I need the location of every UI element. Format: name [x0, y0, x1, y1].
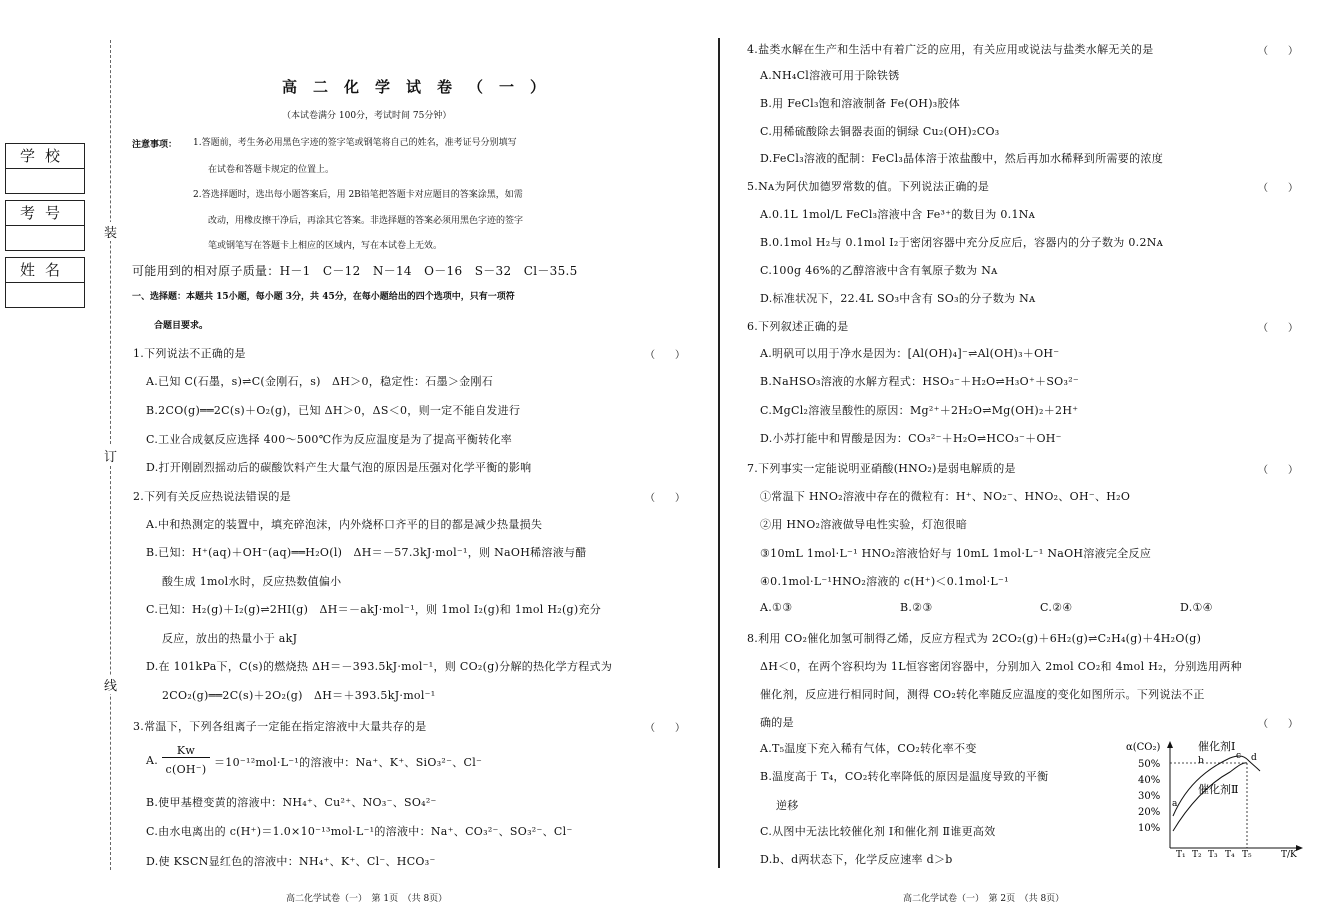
q8-answer-paren[interactable]: （ ）: [1258, 719, 1298, 730]
q8-option-d: D.b、d两状态下，化学反应速率 d＞b: [760, 853, 953, 866]
page-divider: [718, 38, 720, 868]
q3-option-a-label: A.: [146, 754, 159, 767]
graph-cat2-label: 催化剂Ⅱ: [1198, 783, 1239, 796]
school-box: [5, 143, 85, 194]
atomic-masses: 可能用到的相对原子质量：H－1 C－12 N－14 O－16 S－32 Cl－35.5: [132, 264, 578, 278]
q4-stem: 4.盐类水解在生产和生活中有着广泛的应用，有关应用或说法与盐类水解无关的是: [747, 43, 1154, 56]
q3-option-a-numerator: Kw: [162, 744, 210, 758]
graph-xtick-t5: T₅: [1242, 850, 1252, 858]
notice-1b: 在试卷和答题卡规定的位置上。: [208, 165, 335, 175]
q3-option-c: C.由水电离出的 c(H⁺)＝1.0×10⁻¹³mol·L⁻¹的溶液中：Na⁺、CO₃²⁻、SO₃²⁻、Cl⁻: [146, 825, 573, 838]
q6-option-d: D.小苏打能中和胃酸是因为：CO₃²⁻＋H₂O⇌HCO₃⁻＋OH⁻: [760, 432, 1062, 445]
q7-option-b: B.②③: [900, 601, 933, 614]
q3-stem: 3.常温下，下列各组离子一定能在指定溶液中大量共存的是: [133, 720, 427, 733]
q6-stem: 6.下列叙述正确的是: [747, 320, 849, 333]
q8-stem-4: 确的是: [760, 716, 794, 729]
q1-stem: 1.下列说法不正确的是: [133, 347, 246, 360]
q8-stem-1: 8.利用 CO₂催化加氢可制得乙烯，反应方程式为 2CO₂(g)＋6H₂(g)⇌C₂H₄(g)＋4H₂O(g): [747, 632, 1202, 645]
bind-char-zhuang: 装: [104, 222, 117, 241]
q7-stem: 7.下列事实一定能说明亚硝酸(HNO₂)是弱电解质的是: [747, 462, 1016, 475]
q7-option-c: C.②④: [1040, 601, 1073, 614]
graph-cat1-label: 催化剂Ⅰ: [1198, 740, 1236, 753]
point-b: b: [1198, 756, 1204, 766]
school-blank[interactable]: [6, 169, 84, 193]
q1-answer-paren[interactable]: （ ）: [645, 350, 685, 361]
graph-xtick-t2: T₂: [1192, 850, 1202, 858]
q5-option-b: B.0.1mol H₂与 0.1mol I₂于密闭容器中充分反应后，容器内的分子数为 0.2Nᴀ: [760, 236, 1164, 249]
name-label: 姓名: [6, 258, 84, 283]
q3-answer-paren[interactable]: （ ）: [645, 723, 685, 734]
q2-answer-paren[interactable]: （ ）: [645, 493, 685, 504]
q5-option-c: C.100g 46%的乙醇溶液中含有氧原子数为 Nᴀ: [760, 264, 998, 277]
q7-option-d: D.①④: [1180, 601, 1213, 614]
graph-ytick-20: 20%: [1138, 807, 1161, 818]
q5-option-d: D.标准状况下，22.4L SO₃中含有 SO₃的分子数为 Nᴀ: [760, 292, 1036, 305]
q2-option-c1: C.已知：H₂(g)＋I₂(g)⇌2HI(g) ΔH＝－akJ·mol⁻¹，则 1mol I₂(g)和 1mol H₂(g)充分: [146, 603, 602, 616]
catalyst-2-curve: [1173, 763, 1247, 831]
section-1a: 一、选择题：本题共 15小题，每小题 3分，共 45分，在每小题给出的四个选项中，只有一项符: [132, 292, 515, 302]
q5-option-a: A.0.1L 1mol/L FeCl₃溶液中含 Fe³⁺的数目为 0.1Nᴀ: [760, 208, 1036, 221]
q4-option-c: C.用稀硫酸除去铜器表面的铜绿 Cu₂(OH)₂CO₃: [760, 125, 1000, 138]
q2-option-b2: 酸生成 1mol水时，反应热数值偏小: [162, 575, 342, 588]
name-box: [5, 257, 85, 308]
notice-2c: 笔或钢笔写在答题卡上相应的区域内，写在本试卷上无效。: [208, 241, 443, 251]
notice-label: 注意事项：: [132, 140, 178, 150]
graph-xtick-t3: T₃: [1208, 850, 1218, 858]
q7-statement-1: ①常温下 HNO₂溶液中存在的微粒有：H⁺、NO₂⁻、HNO₂、OH⁻、H₂O: [760, 490, 1131, 503]
q1-option-b: B.2CO(g)══2C(s)＋O₂(g)，已知 ΔH＞0，ΔS＜0，则一定不能自发进行: [146, 404, 521, 417]
number-box: [5, 200, 85, 251]
school-label: 学校: [6, 144, 84, 169]
graph-xlabel: T/K: [1281, 850, 1297, 858]
q8-option-b2: 逆移: [776, 799, 799, 812]
q4-answer-paren[interactable]: （ ）: [1258, 46, 1298, 57]
q7-statement-2: ②用 HNO₂溶液做导电性实验，灯泡很暗: [760, 518, 968, 531]
q3-option-a-denominator: c(OH⁻): [165, 763, 207, 776]
name-blank[interactable]: [6, 283, 84, 307]
notice-1a: 1.答题前，考生务必用黑色字迹的签字笔或钢笔将自己的姓名，准考证号分别填写: [193, 138, 517, 148]
q2-option-c2: 反应，放出的热量小于 akJ: [162, 632, 298, 645]
graph-ytick-10: 10%: [1138, 823, 1161, 834]
graph-xtick-t4: T₄: [1225, 850, 1235, 858]
graph-ytick-50: 50%: [1138, 759, 1161, 770]
graph-xtick-t1: T₁: [1176, 850, 1186, 858]
q8-option-a: A.T₅温度下充入稀有气体，CO₂转化率不变: [760, 742, 977, 755]
q3-option-d: D.使 KSCN显红色的溶液中：NH₄⁺、K⁺、Cl⁻、HCO₃⁻: [146, 855, 436, 868]
notice-2a: 2.答选择题时，选出每小题答案后，用 2B铅笔把答题卡对应题目的答案涂黑，如需: [193, 190, 523, 200]
q2-stem: 2.下列有关反应热说法错误的是: [133, 490, 291, 503]
q8-option-b1: B.温度高于 T₄，CO₂转化率降低的原因是温度导致的平衡: [760, 770, 1049, 783]
graph-ylabel: α(CO₂): [1126, 742, 1161, 753]
q5-stem: 5.Nᴀ为阿伏加德罗常数的值。下列说法正确的是: [747, 180, 990, 193]
point-d: d: [1251, 753, 1257, 763]
page-title: 高二化学试卷（一）: [282, 78, 562, 96]
number-blank[interactable]: [6, 226, 84, 250]
bind-char-xian: 线: [104, 675, 117, 694]
q3-option-b: B.使甲基橙变黄的溶液中：NH₄⁺、Cu²⁺、NO₃⁻、SO₄²⁻: [146, 796, 437, 809]
q8-option-c: C.从图中无法比较催化剂 Ⅰ和催化剂 Ⅱ谁更高效: [760, 825, 996, 838]
q8-stem-2: ΔH＜0，在两个容积均为 1L恒容密闭容器中，分别加入 2mol CO₂和 4mol H₂，分别选用两种: [760, 660, 1242, 673]
graph-ytick-40: 40%: [1138, 775, 1161, 786]
q6-option-b: B.NaHSO₃溶液的水解方程式：HSO₃⁻＋H₂O⇌H₃O⁺＋SO₃²⁻: [760, 375, 1080, 388]
point-c: c: [1236, 751, 1242, 761]
conversion-graph: [1118, 736, 1308, 858]
notice-2b: 改动，用橡皮擦干净后，再涂其它答案。非选择题的答案必须用黑色字迹的签字: [208, 216, 524, 226]
q7-answer-paren[interactable]: （ ）: [1258, 465, 1298, 476]
q2-option-d1: D.在 101kPa下，C(s)的燃烧热 ΔH＝－393.5kJ·mol⁻¹，则 CO₂(g)分解的热化学方程式为: [146, 660, 613, 673]
q6-option-a: A.明矾可以用于净水是因为：[Al(OH)₄]⁻⇌Al(OH)₃＋OH⁻: [760, 347, 1060, 360]
q4-option-b: B.用 FeCl₃饱和溶液制备 Fe(OH)₃胶体: [760, 97, 961, 110]
graph-ytick-30: 30%: [1138, 791, 1161, 802]
exam-subtitle: （本试卷满分 100分，考试时间 75分钟）: [282, 111, 452, 121]
q4-option-a: A.NH₄Cl溶液可用于除铁锈: [760, 69, 900, 82]
footer-page-1: 高二化学试卷（一） 第 1页 （共 8页）: [286, 894, 448, 904]
q6-answer-paren[interactable]: （ ）: [1258, 323, 1298, 334]
q7-option-a: A.①③: [760, 601, 793, 614]
number-label: 考号: [6, 201, 84, 226]
q6-option-c: C.MgCl₂溶液呈酸性的原因：Mg²⁺＋2H₂O⇌Mg(OH)₂＋2H⁺: [760, 404, 1079, 417]
q3-option-a: ＝10⁻¹²mol·L⁻¹的溶液中：Na⁺、K⁺、SiO₃²⁻、Cl⁻: [214, 756, 483, 769]
q7-statement-4: ④0.1mol·L⁻¹HNO₂溶液的 c(H⁺)＜0.1mol·L⁻¹: [760, 575, 1009, 588]
q2-option-d2: 2CO₂(g)══2C(s)＋2O₂(g) ΔH＝＋393.5kJ·mol⁻¹: [162, 689, 436, 702]
q7-statement-3: ③10mL 1mol·L⁻¹ HNO₂溶液恰好与 10mL 1mol·L⁻¹ NaOH溶液完全反应: [760, 547, 1152, 560]
section-1b: 合题目要求。: [154, 321, 209, 331]
q2-option-a: A.中和热测定的装置中，填充碎泡沫，内外烧杯口齐平的目的都是减少热量损失: [146, 518, 543, 531]
q2-option-b1: B.已知：H⁺(aq)＋OH⁻(aq)══H₂O(l) ΔH＝－57.3kJ·mol⁻¹，则 NaOH稀溶液与醋: [146, 546, 587, 559]
q4-option-d: D.FeCl₃溶液的配制：FeCl₃晶体溶于浓盐酸中，然后再加水稀释到所需要的浓度: [760, 152, 1163, 165]
q1-option-a: A.已知 C(石墨，s)⇌C(金刚石，s) ΔH＞0，稳定性：石墨＞金刚石: [146, 375, 494, 388]
q5-answer-paren[interactable]: （ ）: [1258, 183, 1298, 194]
q8-stem-3: 催化剂，反应进行相同时间，测得 CO₂转化率随反应温度的变化如图所示。下列说法不正: [760, 688, 1205, 701]
q1-option-d: D.打开刚剧烈摇动后的碳酸饮料产生大量气泡的原因是压强对化学平衡的影响: [146, 461, 532, 474]
q1-option-c: C.工业合成氨反应选择 400～500℃作为反应温度是为了提高平衡转化率: [146, 433, 513, 446]
footer-page-2: 高二化学试卷（一） 第 2页 （共 8页）: [903, 894, 1065, 904]
point-a: a: [1172, 799, 1178, 809]
bind-char-ding: 订: [104, 446, 117, 465]
